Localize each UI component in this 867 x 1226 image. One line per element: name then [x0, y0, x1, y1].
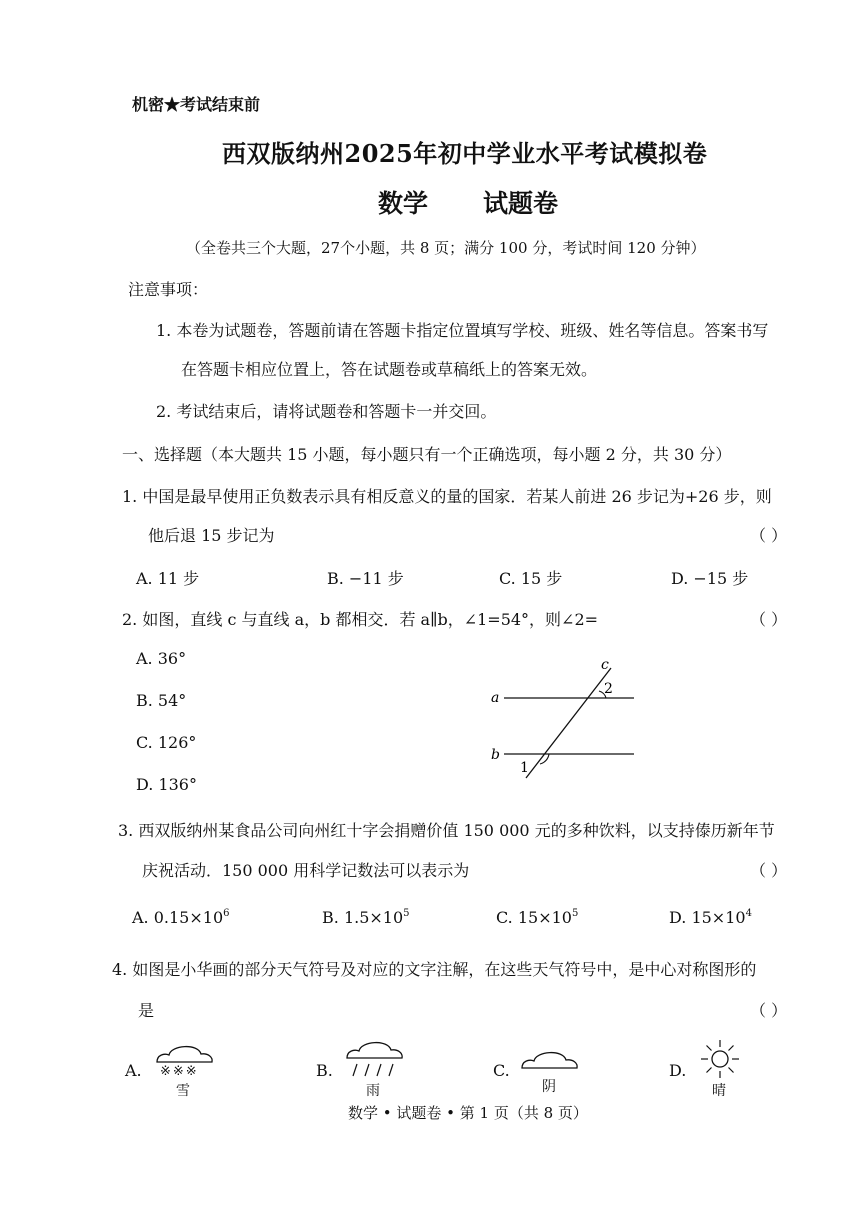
- q2-parallel-lines-figure: [480, 652, 650, 787]
- confidential-mark: 机密★考试结束前: [132, 95, 261, 114]
- q2-option-a: A. 36°: [136, 649, 187, 668]
- q4-stem: 4. 如图是小华画的部分天气符号及对应的文字注解，在这些天气符号中，是中心对称图形的: [112, 960, 757, 979]
- note-item-1: 1. 本卷为试题卷，答题前请在答题卡指定位置填写学校、班级、姓名等信息。答案书写: [156, 321, 769, 340]
- q4-option-a-label: A.: [125, 1061, 142, 1080]
- q4-stem-cont: 是: [138, 1001, 155, 1020]
- subject-title: 数学: [378, 189, 429, 218]
- sun-icon: [699, 1038, 741, 1080]
- q3-option-d: [669, 908, 752, 927]
- q3-option-a-label: A.: [132, 908, 149, 927]
- q1-option-c: C. 15 步: [499, 569, 563, 588]
- label-c: c: [601, 657, 609, 673]
- q4-option-b-label: B.: [316, 1061, 333, 1080]
- note-item-1-cont: 在答题卡相应位置上，答在试题卷或草稿纸上的答案无效。: [181, 360, 598, 379]
- q3-option-b-exp: 5: [403, 908, 410, 919]
- q3-option-c-label: C.: [496, 908, 513, 927]
- q1-option-d: D. −15 步: [671, 569, 749, 588]
- page-footer: 数学 • 试题卷 • 第 1 页（共 8 页）: [348, 1104, 588, 1122]
- label-2: 2: [604, 681, 613, 697]
- label-b: b: [491, 747, 500, 763]
- q3-option-d-base: 15×10: [691, 908, 746, 927]
- paper-type: 试题卷: [483, 189, 559, 218]
- notes-heading: 注意事项：: [128, 280, 209, 299]
- q1-option-b: B. −11 步: [327, 569, 404, 588]
- q3-option-c: [496, 908, 578, 927]
- q4-option-b-caption: 雨: [366, 1083, 380, 1099]
- q3-option-d-label: D.: [669, 908, 687, 927]
- q1-answer-blank: （ ）: [750, 526, 788, 545]
- note-item-2: 2. 考试结束后，请将试题卷和答题卡一并交回。: [156, 402, 497, 421]
- q1-option-a: A. 11 步: [136, 569, 200, 588]
- exam-info: （全卷共三个大题，27个小题，共 8 页；满分 100 分，考试时间 120 分钟）: [186, 239, 706, 257]
- q4-option-d-caption: 晴: [712, 1083, 726, 1099]
- q2-stem: 2. 如图，直线 c 与直线 a，b 都相交．若 a∥b，∠1=54°，则∠2=: [122, 610, 599, 629]
- q3-option-d-exp: 4: [745, 908, 752, 919]
- q2-option-b: B. 54°: [136, 691, 187, 710]
- label-a: a: [491, 690, 500, 706]
- q4-option-c-caption: 阴: [542, 1079, 556, 1095]
- q3-option-b-label: B.: [322, 908, 339, 927]
- q3-option-b: [322, 908, 410, 927]
- overcast-cloud-icon: [519, 1044, 581, 1074]
- snow-flakes-icon: ※※※: [160, 1064, 199, 1079]
- q1-stem: 1. 中国是最早使用正负数表示具有相反意义的量的国家．若某人前进 26 步记为+26 步，则: [122, 487, 772, 506]
- q3-option-b-base: 1.5×10: [343, 908, 404, 927]
- q4-answer-blank: （ ）: [750, 1001, 788, 1020]
- q2-answer-blank: （ ）: [750, 610, 788, 629]
- section-heading: 一、选择题（本大题共 15 小题，每小题只有一个正确选项，每小题 2 分，共 30 分）: [122, 445, 732, 464]
- q2-option-c: C. 126°: [136, 733, 197, 752]
- q1-stem-cont: 他后退 15 步记为: [148, 526, 275, 545]
- q3-option-a-exp: 6: [223, 908, 230, 919]
- q2-option-d: D. 136°: [136, 775, 197, 794]
- q4-option-c-label: C.: [493, 1061, 510, 1080]
- q3-option-a: [132, 908, 230, 927]
- rain-cloud-icon: [344, 1034, 406, 1082]
- exam-title: 西双版纳州2025年初中学业水平考试模拟卷: [222, 139, 708, 168]
- line-c: [526, 668, 611, 778]
- q3-stem-cont: 庆祝活动．150 000 用科学记数法可以表示为: [142, 861, 470, 880]
- q3-option-c-exp: 5: [571, 908, 579, 919]
- q3-option-a-base: 0.15×10: [153, 908, 224, 927]
- q4-option-d-label: D.: [669, 1061, 687, 1080]
- q3-answer-blank: （ ）: [750, 861, 788, 880]
- q3-stem: 3. 西双版纳州某食品公司向州红十字会捐赠价值 150 000 元的多种饮料，以支持傣历新年节: [118, 821, 775, 840]
- q3-option-c-base: 15×10: [517, 908, 572, 927]
- q4-option-a-caption: 雪: [176, 1083, 190, 1099]
- label-1: 1: [520, 760, 529, 776]
